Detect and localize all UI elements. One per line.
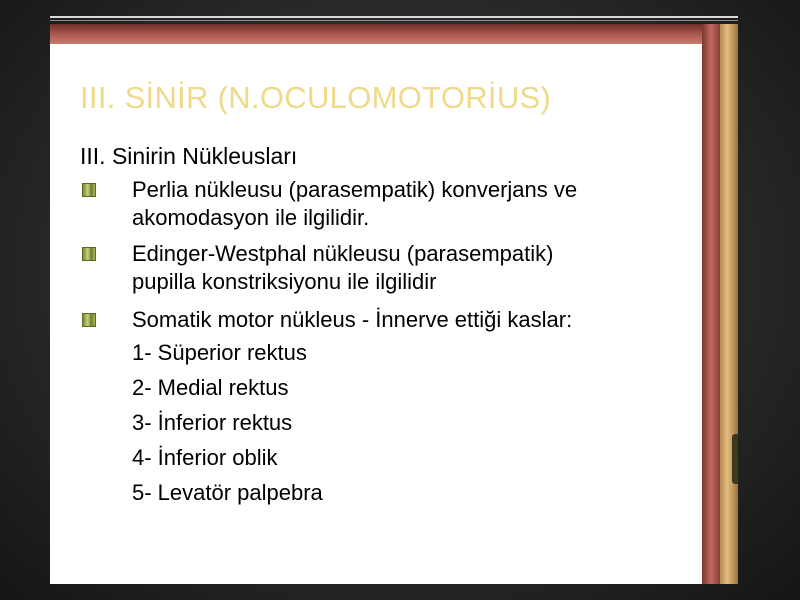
muscle-item-superior-rektus: 1- Süperior rektus (132, 340, 307, 365)
slide-title: III. SİNİR (N.OCULOMOTORİUS) (80, 80, 552, 115)
top-rule-shadow (50, 20, 738, 21)
bullet-line: pupilla konstriksiyonu ile ilgilidir (132, 269, 437, 294)
bullet-item-somatic-motor (132, 306, 572, 334)
square-bullet-icon (82, 183, 96, 197)
muscle-item-inferior-oblik: 4- İnferior oblik (132, 445, 278, 470)
bullet-line: Somatik motor nükleus - İnnerve ettiği kaslar: (132, 307, 573, 332)
square-bullet-icon (82, 313, 96, 327)
muscle-item-levator-palpebra: 5- Levatör palpebra (132, 480, 323, 505)
bullet-item-edinger-westphal (132, 240, 553, 296)
slide-right-decor-strip (720, 24, 738, 584)
bullet-line: Edinger-Westphal nükleusu (parasempatik) (132, 241, 554, 266)
muscle-item-inferior-rektus: 3- İnferior rektus (132, 410, 293, 435)
slide (50, 24, 738, 584)
bullet-line: Perlia nükleusu (parasempatik) konverjans ve (132, 177, 578, 202)
bullet-line: akomodasyon ile ilgilidir. (132, 205, 370, 230)
slide-content (50, 24, 710, 584)
square-bullet-icon (82, 247, 96, 261)
top-rule (50, 16, 738, 18)
muscle-item-medial-rektus: 2- Medial rektus (132, 375, 289, 400)
slide-strip-ornament (732, 434, 738, 484)
bullet-item-perlia (132, 176, 577, 232)
slide-subtitle: III. Sinirin Nükleusları (80, 143, 298, 169)
